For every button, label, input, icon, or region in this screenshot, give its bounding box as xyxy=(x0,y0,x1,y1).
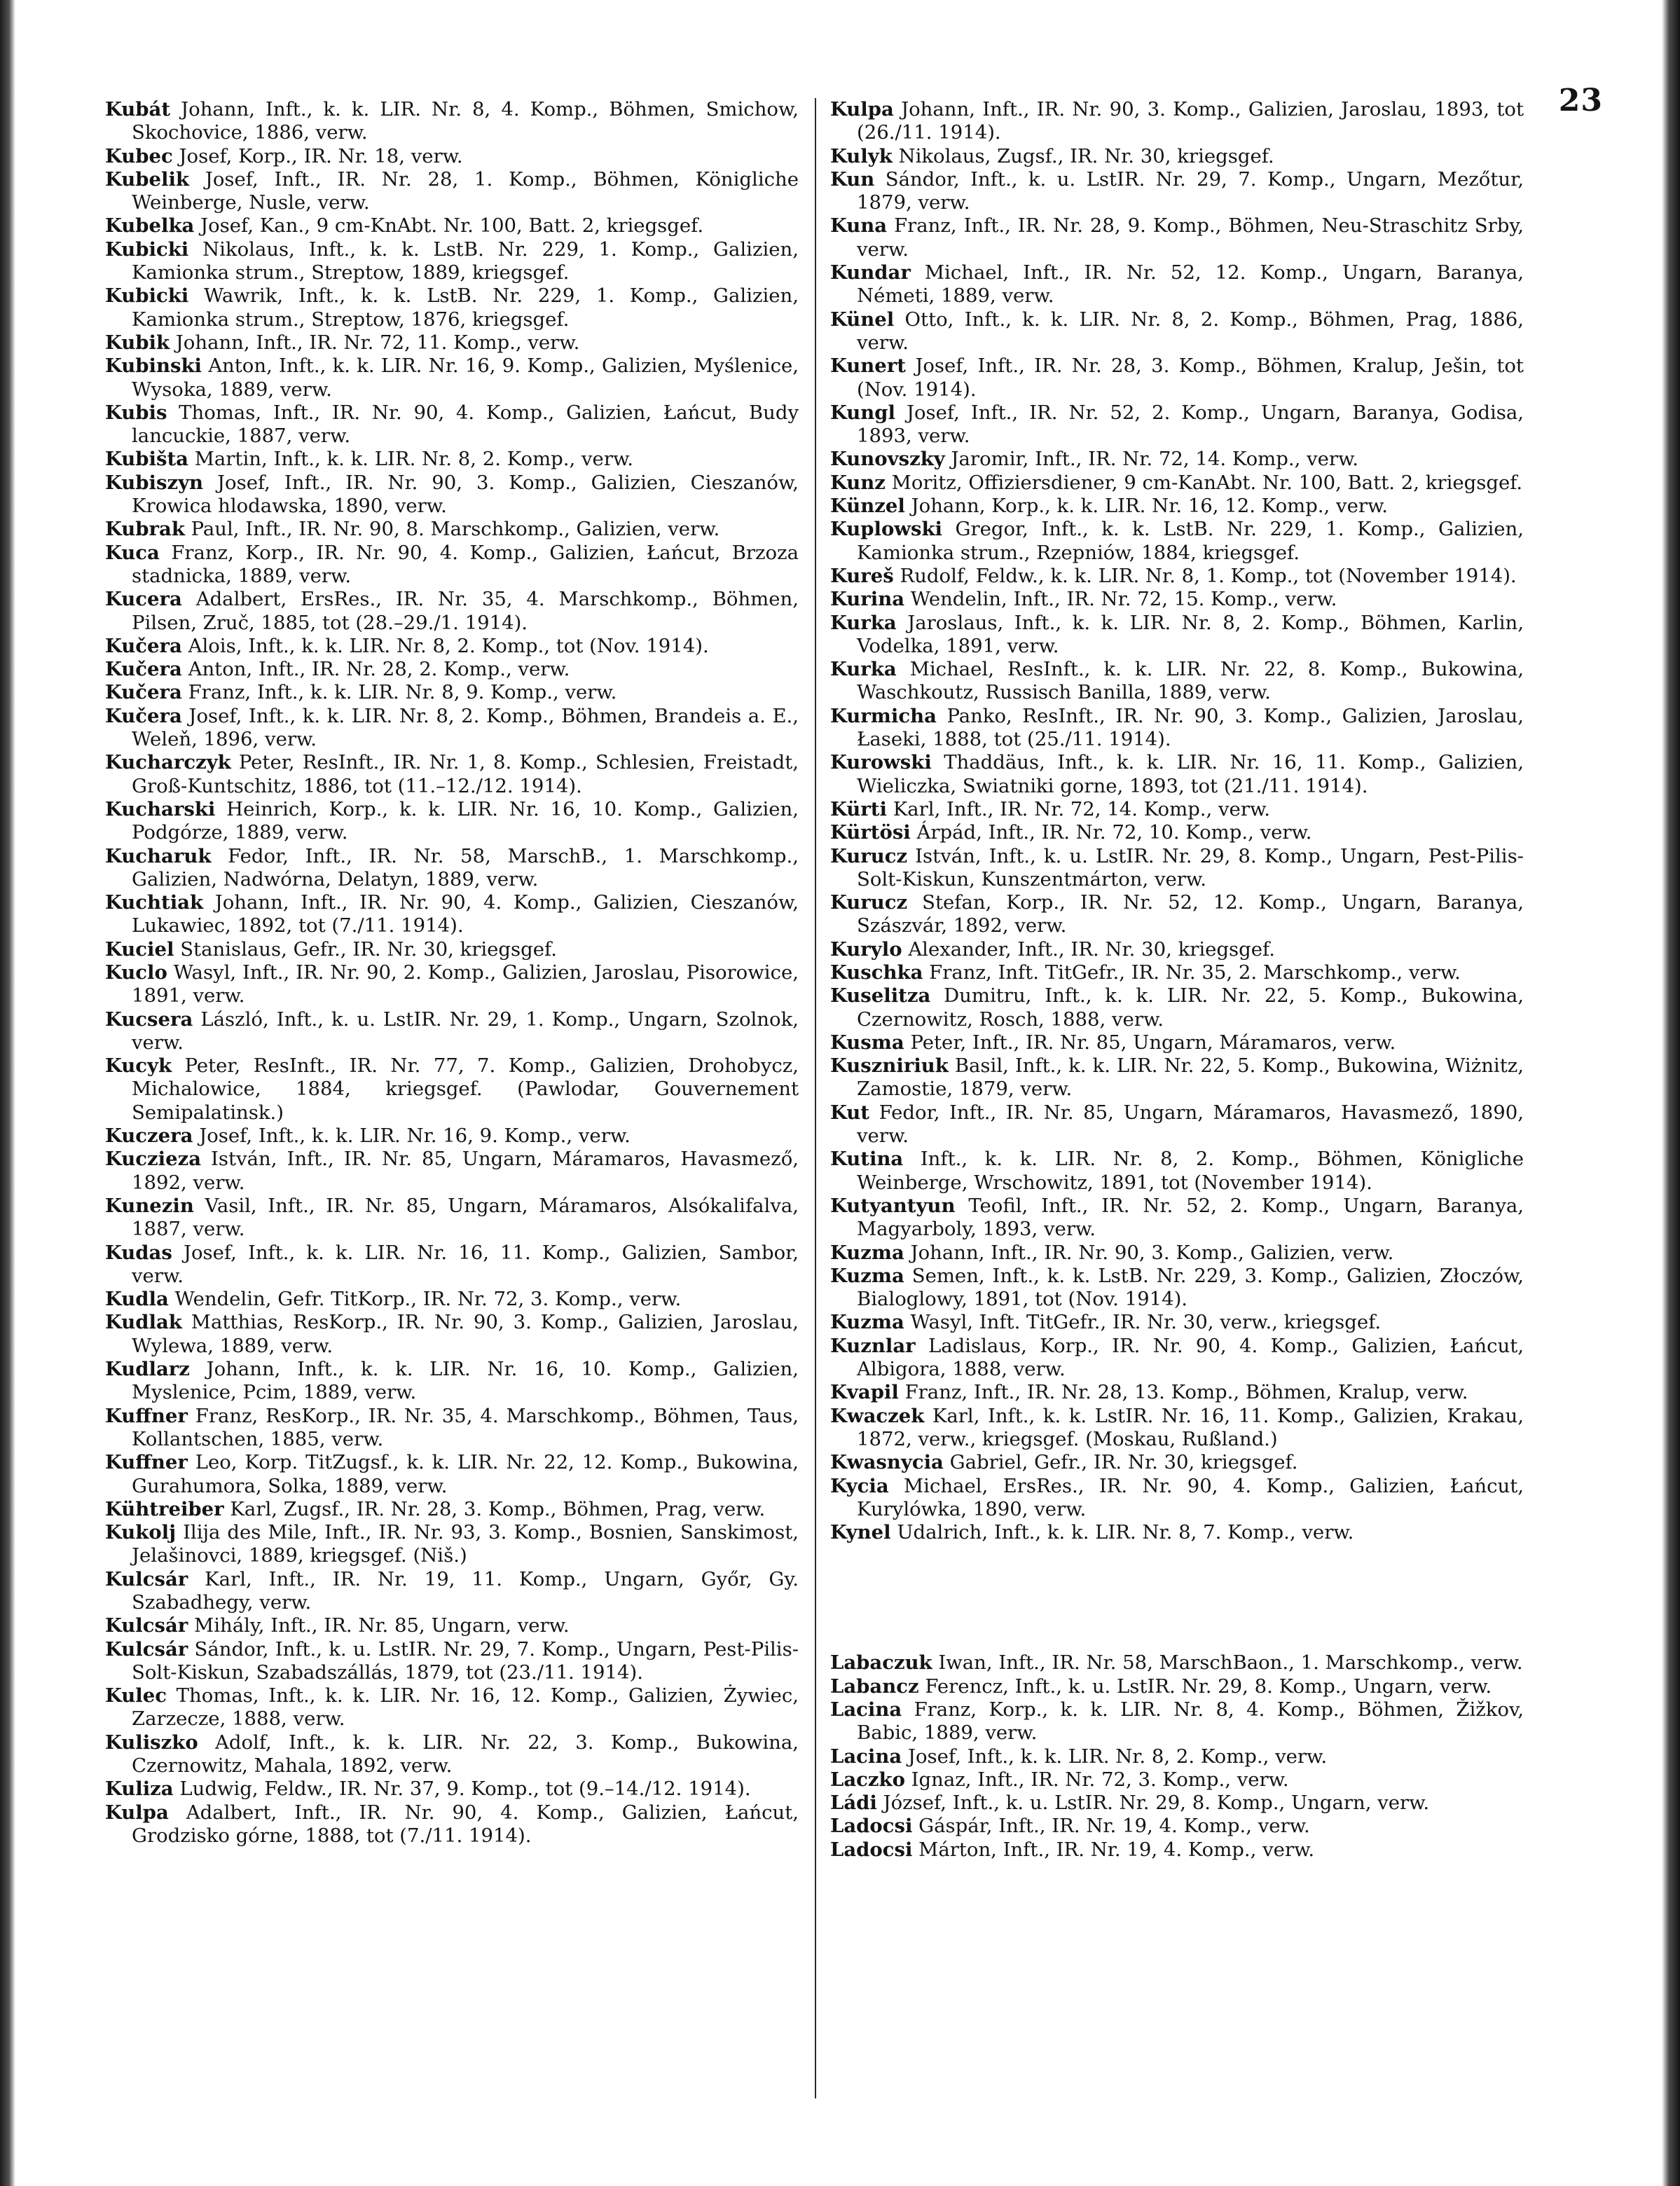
entry-details: Franz, Korp., IR. Nr. 90, 4. Komp., Galizien, Łańcut, Brzoza stadnicka, 1889, verw. xyxy=(132,541,799,587)
entry-surname: Laczko xyxy=(830,1768,905,1791)
entry-details: Johann, Inft., IR. Nr. 90, 3. Komp., Galizien, Jaroslau, 1893, tot (26./11. 1914). xyxy=(857,98,1524,144)
register-entry xyxy=(105,284,799,331)
register-entry xyxy=(105,1778,799,1801)
register-entry xyxy=(105,705,799,752)
register-entry xyxy=(105,401,799,448)
entry-details: Michael, ResInft., k. k. LIR. Nr. 22, 8. Komp., Bukowina, Waschkoutz, Russisch Banilla, 1889, verw. xyxy=(857,658,1524,704)
register-entry xyxy=(105,1638,799,1685)
entry-details: Matthias, ResKorp., IR. Nr. 90, 3. Komp., Galizien, Jaroslau, Wylewa, 1889, verw. xyxy=(132,1311,799,1357)
register-entry xyxy=(830,1651,1524,1675)
entry-surname: Künel xyxy=(830,308,895,331)
entry-details: Teofil, Inft., IR. Nr. 52, 2. Komp., Ungarn, Baranya, Magyarboly, 1893, verw. xyxy=(857,1194,1524,1241)
entry-details: Franz, Inft., IR. Nr. 28, 13. Komp., Böhmen, Kralup, verw. xyxy=(904,1381,1468,1404)
register-entry xyxy=(105,938,799,961)
entry-details: Karl, Inft., IR. Nr. 19, 11. Komp., Ungarn, Győr, Gy. Szabadhegy, verw. xyxy=(132,1567,799,1614)
entry-surname: Kučera xyxy=(105,704,182,727)
entry-details: Anton, Inft., IR. Nr. 28, 2. Komp., verw. xyxy=(188,658,570,681)
entry-details: Ludwig, Feldw., IR. Nr. 37, 9. Komp., tot (9.–14./12. 1914). xyxy=(179,1778,751,1801)
entry-details: Dumitru, Inft., k. k. LIR. Nr. 22, 5. Komp., Bukowina, Czernowitz, Rosch, 1888, verw. xyxy=(857,984,1524,1031)
entry-surname: Lacina xyxy=(830,1745,902,1768)
register-entry xyxy=(830,1698,1524,1745)
entry-details: Otto, Inft., k. k. LIR. Nr. 8, 2. Komp., Böhmen, Prag, 1886, verw. xyxy=(857,308,1524,354)
entry-surname: Kuczera xyxy=(105,1125,193,1148)
entry-details: Karl, Inft., IR. Nr. 72, 14. Komp., verw. xyxy=(893,797,1270,820)
entry-surname: Kubis xyxy=(105,401,167,424)
register-entry xyxy=(105,658,799,681)
entry-details: Wasyl, Inft. TitGefr., IR. Nr. 30, verw., kriegsgef. xyxy=(910,1311,1382,1334)
register-entry xyxy=(105,1614,799,1637)
entry-surname: Kubiszyn xyxy=(105,471,204,494)
entry-surname: Kucera xyxy=(105,588,182,611)
entry-details: Gabriel, Gefr., IR. Nr. 30, kriegsgef. xyxy=(949,1451,1298,1474)
entry-surname: Kuschka xyxy=(830,961,923,984)
entry-surname: Kucsera xyxy=(105,1008,193,1031)
entry-details: Adolf, Inft., k. k. LIR. Nr. 22, 3. Komp., Bukowina, Czernowitz, Mahala, 1892, verw. xyxy=(132,1731,799,1778)
register-entry xyxy=(830,1054,1524,1101)
register-entry xyxy=(105,472,799,518)
register-entry xyxy=(105,1801,799,1848)
register-entry xyxy=(105,1498,799,1521)
entry-surname: Kürti xyxy=(830,797,887,820)
entry-details: Ilija des Mile, Inft., IR. Nr. 93, 3. Komp., Bosnien, Sanskimost, Jelašinovci, 1889, kriegsgef. (Niš.) xyxy=(132,1521,799,1567)
entry-surname: Kudas xyxy=(105,1241,172,1264)
entry-surname: Kuzma xyxy=(830,1264,904,1287)
register-entry xyxy=(830,168,1524,215)
entry-surname: Kuzma xyxy=(830,1311,904,1334)
register-entry xyxy=(830,961,1524,984)
entry-details: Karl, Zugsf., IR. Nr. 28, 3. Komp., Böhmen, Prag, verw. xyxy=(230,1497,766,1520)
entry-details: Josef, Korp., IR. Nr. 18, verw. xyxy=(179,144,463,167)
entry-details: Márton, Inft., IR. Nr. 19, 4. Komp., verw. xyxy=(918,1838,1315,1861)
register-entry xyxy=(105,1684,799,1731)
entry-details: Johann, Inft., IR. Nr. 90, 3. Komp., Galizien, verw. xyxy=(910,1241,1394,1264)
entry-details: Fedor, Inft., IR. Nr. 58, MarschB., 1. Marschkomp., Galizien, Nadwórna, Delatyn, 1889, verw. xyxy=(132,844,799,891)
register-entry xyxy=(105,1242,799,1288)
entry-details: Moritz, Offiziersdiener, 9 cm-KanAbt. Nr. 100, Batt. 2, kriegsgef. xyxy=(891,471,1523,494)
entry-details: Wawrik, Inft., k. k. LstB. Nr. 229, 1. Komp., Galizien, Kamionka strum., Streptow, 1876, kriegsgef. xyxy=(132,284,799,331)
entry-surname: Kundar xyxy=(830,261,911,284)
register-entry xyxy=(830,495,1524,518)
entry-details: Wasyl, Inft., IR. Nr. 90, 2. Komp., Galizien, Jaroslau, Pisorowice, 1891, verw. xyxy=(132,961,799,1008)
left-column xyxy=(105,98,799,1848)
register-entry xyxy=(105,798,799,845)
register-entry xyxy=(105,751,799,798)
register-entry xyxy=(830,1265,1524,1312)
entry-details: Johann, Inft., k. k. LIR. Nr. 16, 10. Komp., Galizien, Myslenice, Pcim, 1889, verw. xyxy=(132,1358,799,1404)
entry-details: Leo, Korp. TitZugsf., k. k. LIR. Nr. 22, 12. Komp., Bukowina, Gurahumora, Solka, 1889, verw. xyxy=(132,1451,799,1497)
entry-surname: Kucharczyk xyxy=(105,751,231,774)
entry-details: Johann, Inft., IR. Nr. 72, 11. Komp., verw. xyxy=(175,331,580,354)
register-entry xyxy=(830,1031,1524,1054)
entry-details: László, Inft., k. u. LstIR. Nr. 29, 1. Komp., Ungarn, Szolnok, verw. xyxy=(132,1008,799,1054)
entry-details: Josef, Kan., 9 cm-KnAbt. Nr. 100, Batt. 2, kriegsgef. xyxy=(200,214,704,238)
entry-details: Iwan, Inft., IR. Nr. 58, MarschBaon., 1. Marschkomp., verw. xyxy=(938,1651,1523,1675)
register-entry xyxy=(105,1311,799,1358)
register-entry xyxy=(830,588,1524,611)
register-entry xyxy=(830,845,1524,892)
entry-surname: Kucharski xyxy=(105,797,216,820)
entry-details: Martin, Inft., k. k. LIR. Nr. 8, 2. Komp., verw. xyxy=(194,448,633,471)
entry-surname: Kuclo xyxy=(105,961,167,984)
entry-details: Thaddäus, Inft., k. k. LIR. Nr. 16, 11. Komp., Galizien, Wieliczka, Swiatniki gorne, 1893, tot (21./11. 1914). xyxy=(857,751,1524,797)
entry-surname: Kühtreiber xyxy=(105,1497,224,1520)
entry-surname: Kubicki xyxy=(105,238,189,261)
entry-details: Josef, Inft., k. k. LIR. Nr. 8, 2. Komp., Böhmen, Brandeis a. E., Weleň, 1896, verw. xyxy=(132,704,799,751)
entry-surname: Kulyk xyxy=(830,144,893,167)
register-entry xyxy=(830,1311,1524,1334)
entry-details: Stanislaus, Gefr., IR. Nr. 30, kriegsgef. xyxy=(180,937,557,961)
register-entry xyxy=(830,938,1524,961)
register-entry xyxy=(830,1335,1524,1382)
entry-surname: Kut xyxy=(830,1101,869,1124)
entry-details: Sándor, Inft., k. u. LstIR. Nr. 29, 7. Komp., Ungarn, Mezőtur, 1879, verw. xyxy=(857,167,1524,214)
entry-details: Michael, ErsRes., IR. Nr. 90, 4. Komp., Galizien, Łańcut, Kurylówka, 1890, verw. xyxy=(857,1474,1524,1520)
register-entry xyxy=(830,401,1524,448)
entry-details: Udalrich, Inft., k. k. LIR. Nr. 8, 7. Komp., verw. xyxy=(897,1521,1354,1544)
entry-surname: Kuszniriuk xyxy=(830,1054,949,1078)
register-entry xyxy=(105,518,799,541)
entry-surname: Kulcsár xyxy=(105,1637,188,1661)
entry-details: Fedor, Inft., IR. Nr. 85, Ungarn, Máramaros, Havasmező, 1890, verw. xyxy=(857,1101,1524,1148)
entry-details: Wendelin, Inft., IR. Nr. 72, 15. Komp., verw. xyxy=(910,588,1337,611)
register-entry xyxy=(105,98,799,145)
entry-surname: Kubik xyxy=(105,331,170,354)
entry-details: Ignaz, Inft., IR. Nr. 72, 3. Komp., verw. xyxy=(911,1768,1289,1791)
entry-details: Gáspár, Inft., IR. Nr. 19, 4. Komp., verw. xyxy=(918,1815,1310,1838)
register-entry xyxy=(105,1054,799,1125)
entry-surname: Kurucz xyxy=(830,891,908,914)
register-entry xyxy=(105,891,799,938)
register-entry xyxy=(105,1358,799,1405)
entry-details: Franz, ResKorp., IR. Nr. 35, 4. Marschkomp., Böhmen, Taus, Kollantschen, 1885, verw. xyxy=(132,1404,799,1450)
entry-surname: Kurka xyxy=(830,611,897,634)
register-entry xyxy=(105,448,799,471)
scan-edge-right xyxy=(1662,0,1680,2186)
register-entry xyxy=(830,518,1524,565)
entry-details: Rudolf, Feldw., k. k. LIR. Nr. 8, 1. Komp., tot (November 1914). xyxy=(900,564,1517,587)
register-entry xyxy=(105,1521,799,1568)
entry-details: Josef, Inft., IR. Nr. 52, 2. Komp., Ungarn, Baranya, Godisa, 1893, verw. xyxy=(857,401,1524,448)
entry-surname: Kuca xyxy=(105,541,160,564)
entry-details: Franz, Inft., k. k. LIR. Nr. 8, 9. Komp., verw. xyxy=(188,681,617,704)
entry-surname: Kuffner xyxy=(105,1404,188,1427)
entry-surname: Kubišta xyxy=(105,448,188,471)
entry-surname: Kungl xyxy=(830,401,895,424)
register-entry xyxy=(830,1815,1524,1838)
entry-details: Thomas, Inft., k. k. LIR. Nr. 16, 12. Komp., Galizien, Żywiec, Zarzecze, 1888, verw. xyxy=(132,1684,799,1731)
entry-surname: Kuczieza xyxy=(105,1148,202,1171)
entry-details: Peter, ResInft., IR. Nr. 1, 8. Komp., Schlesien, Freistadt, Groß-Kuntschitz, 1886, tot (11.–12./12. 1914). xyxy=(132,751,799,797)
register-entry xyxy=(830,1745,1524,1768)
entry-surname: Kuliszko xyxy=(105,1731,198,1754)
entry-details: Franz, Inft. TitGefr., IR. Nr. 35, 2. Marschkomp., verw. xyxy=(929,961,1461,984)
entry-details: Josef, Inft., k. k. LIR. Nr. 16, 9. Komp., verw. xyxy=(199,1125,631,1148)
entry-surname: Kurka xyxy=(830,658,897,681)
entry-details: Adalbert, ErsRes., IR. Nr. 35, 4. Marschkomp., Böhmen, Pilsen, Zruč, 1885, tot (28.–29./1. 1914). xyxy=(132,588,799,634)
entry-details: Anton, Inft., k. k. LIR. Nr. 16, 9. Komp., Galizien, Myślenice, Wysoka, 1889, verw. xyxy=(132,355,799,401)
entry-surname: Kulcsár xyxy=(105,1567,188,1590)
entry-details: Stefan, Korp., IR. Nr. 52, 12. Komp., Ungarn, Baranya, Szászvár, 1892, verw. xyxy=(857,891,1524,937)
entry-details: István, Inft., k. u. LstIR. Nr. 29, 8. Komp., Ungarn, Pest-Pilis-Solt-Kiskun, Kunszentmárton, verw. xyxy=(857,844,1524,891)
entry-details: Ferencz, Inft., k. u. LstIR. Nr. 29, 8. Komp., Ungarn, verw. xyxy=(925,1675,1492,1698)
column-divider xyxy=(815,98,816,2098)
register-entry xyxy=(105,542,799,589)
entry-surname: Kukolj xyxy=(105,1521,177,1544)
register-entry xyxy=(830,565,1524,588)
register-entry xyxy=(105,214,799,238)
entry-surname: Kudlak xyxy=(105,1311,182,1334)
entry-surname: Kulpa xyxy=(830,98,894,121)
entry-surname: Kučera xyxy=(105,681,182,704)
entry-surname: Lacina xyxy=(830,1698,902,1721)
register-entry xyxy=(830,1148,1524,1195)
entry-surname: Kučera xyxy=(105,634,182,657)
register-entry xyxy=(105,1148,799,1195)
entry-surname: Kureš xyxy=(830,564,894,587)
register-entry xyxy=(105,1288,799,1311)
page-number: 23 xyxy=(1558,83,1603,118)
entry-details: István, Inft., IR. Nr. 85, Ungarn, Máramaros, Havasmező, 1892, verw. xyxy=(132,1148,799,1194)
entry-surname: Kubelik xyxy=(105,167,189,191)
entry-surname: Kulec xyxy=(105,1684,167,1707)
entry-surname: Kürtösi xyxy=(830,821,911,844)
entry-surname: Kudla xyxy=(105,1288,169,1311)
register-entry xyxy=(105,1195,799,1242)
entry-details: Josef, Inft., IR. Nr. 28, 1. Komp., Böhmen, Königliche Weinberge, Nusle, verw. xyxy=(132,167,799,214)
register-entry xyxy=(105,331,799,355)
entry-surname: Kutyantyun xyxy=(830,1194,956,1217)
entry-details: Jaroslaus, Inft., k. k. LIR. Nr. 8, 2. Komp., Böhmen, Karlin, Vodelka, 1891, verw. xyxy=(857,611,1524,657)
entry-details: Semen, Inft., k. k. LstB. Nr. 229, 3. Komp., Galizien, Złoczów, Bialoglowy, 1891, tot (Nov. 1914). xyxy=(857,1264,1524,1311)
register-entry xyxy=(830,472,1524,495)
entry-surname: Kucharuk xyxy=(105,844,212,867)
entry-details: Mihály, Inft., IR. Nr. 85, Ungarn, verw. xyxy=(194,1614,570,1637)
entry-details: Nikolaus, Zugsf., IR. Nr. 30, kriegsgef. xyxy=(898,144,1274,167)
entry-details: Johann, Korp., k. k. LIR. Nr. 16, 12. Komp., verw. xyxy=(911,495,1389,518)
entry-surname: Kunert xyxy=(830,355,906,378)
entry-details: Adalbert, Inft., IR. Nr. 90, 4. Komp., Galizien, Łańcut, Grodzisko górne, 1888, tot (7./11. 1914). xyxy=(132,1801,799,1847)
register-entry xyxy=(830,1475,1524,1522)
entry-surname: Kunovszky xyxy=(830,448,945,471)
right-column-l-entries xyxy=(830,1651,1524,1862)
entry-surname: Kusma xyxy=(830,1031,904,1054)
entry-details: Wendelin, Gefr. TitKorp., IR. Nr. 72, 3. Komp., verw. xyxy=(174,1288,682,1311)
register-entry xyxy=(830,355,1524,401)
entry-surname: Kwaczek xyxy=(830,1404,925,1427)
entry-surname: Kubinski xyxy=(105,355,202,378)
entry-details: Ladislaus, Korp., IR. Nr. 90, 4. Komp., Galizien, Łańcut, Albigora, 1888, verw. xyxy=(857,1334,1524,1381)
entry-surname: Kubát xyxy=(105,98,171,121)
register-entry xyxy=(830,1792,1524,1815)
entry-details: Paul, Inft., IR. Nr. 90, 8. Marschkomp., Galizien, verw. xyxy=(191,518,720,541)
register-entry xyxy=(830,612,1524,659)
entry-surname: Kurylo xyxy=(830,937,902,961)
entry-surname: Kunz xyxy=(830,471,886,494)
entry-details: Vasil, Inft., IR. Nr. 85, Ungarn, Máramaros, Alsókalifalva, 1887, verw. xyxy=(132,1194,799,1241)
entry-details: Peter, Inft., IR. Nr. 85, Ungarn, Máramaros, verw. xyxy=(910,1031,1396,1054)
entry-details: Franz, Korp., k. k. LIR. Nr. 8, 4. Komp., Böhmen, Žižkov, Babic, 1889, verw. xyxy=(857,1698,1524,1745)
entry-details: Thomas, Inft., IR. Nr. 90, 4. Komp., Galizien, Łańcut, Budy lancuckie, 1887, verw. xyxy=(132,401,799,448)
entry-surname: Künzel xyxy=(830,495,905,518)
entry-surname: Kuplowski xyxy=(830,518,942,541)
entry-details: Franz, Inft., IR. Nr. 28, 9. Komp., Böhmen, Neu-Straschitz Srby, verw. xyxy=(857,214,1524,261)
entry-details: Johann, Inft., k. k. LIR. Nr. 8, 4. Komp., Böhmen, Smichow, Skochovice, 1886, verw. xyxy=(132,98,799,144)
register-entry xyxy=(105,168,799,215)
entry-surname: Kvapil xyxy=(830,1381,899,1404)
right-column-k-entries xyxy=(830,98,1524,1544)
right-column xyxy=(830,98,1524,1862)
entry-details: Karl, Inft., k. k. LstIR. Nr. 16, 11. Komp., Galizien, Krakau, 1872, verw., kriegsgef. (Moskau, Rußland.) xyxy=(857,1404,1524,1450)
entry-details: Árpád, Inft., IR. Nr. 72, 10. Komp., verw. xyxy=(916,821,1312,844)
entry-details: Nikolaus, Inft., k. k. LstB. Nr. 229, 1. Komp., Galizien, Kamionka strum., Streptow, 1889, kriegsgef. xyxy=(132,238,799,284)
register-entry xyxy=(105,1125,799,1148)
register-entry xyxy=(830,658,1524,705)
register-entry xyxy=(105,845,799,892)
entry-details: Gregor, Inft., k. k. LstB. Nr. 229, 1. Komp., Galizien, Kamionka strum., Rzepniów, 1884, kriegsgef. xyxy=(857,518,1524,564)
register-entry xyxy=(105,238,799,285)
register-entry xyxy=(830,705,1524,752)
entry-surname: Kulpa xyxy=(105,1801,169,1824)
entry-details: Josef, Inft., k. k. LIR. Nr. 8, 2. Komp., verw. xyxy=(907,1745,1328,1768)
entry-surname: Kudlarz xyxy=(105,1358,190,1381)
register-entry xyxy=(830,1405,1524,1452)
register-entry xyxy=(105,1731,799,1778)
entry-surname: Kulcsár xyxy=(105,1614,188,1637)
entry-surname: Ladocsi xyxy=(830,1838,913,1861)
register-entry xyxy=(830,448,1524,471)
register-entry xyxy=(830,891,1524,938)
entry-surname: Kurina xyxy=(830,588,905,611)
entry-details: Jaromir, Inft., IR. Nr. 72, 14. Komp., verw. xyxy=(951,448,1359,471)
register-entry xyxy=(830,798,1524,821)
entry-surname: Kuchtiak xyxy=(105,891,204,914)
register-entry xyxy=(105,145,799,168)
entry-surname: Kurmicha xyxy=(830,704,937,727)
entry-surname: Kwasnycia xyxy=(830,1451,944,1474)
entry-surname: Kunezin xyxy=(105,1194,194,1217)
register-entry xyxy=(830,1242,1524,1265)
entry-surname: Kuliza xyxy=(105,1778,174,1801)
scan-edge-left xyxy=(0,0,15,2186)
entry-surname: Ladocsi xyxy=(830,1815,913,1838)
register-entry xyxy=(105,355,799,401)
entry-surname: Kynel xyxy=(830,1521,891,1544)
register-entry xyxy=(105,588,799,635)
entry-surname: Labaczuk xyxy=(830,1651,932,1675)
register-entry xyxy=(830,1101,1524,1148)
entry-surname: Kubec xyxy=(105,144,173,167)
register-entry xyxy=(830,751,1524,798)
register-entry xyxy=(830,145,1524,168)
entry-surname: Kuffner xyxy=(105,1451,188,1474)
entry-details: Panko, ResInft., IR. Nr. 90, 3. Komp., Galizien, Jaroslau, Łaseki, 1888, tot (25./11. 1914). xyxy=(857,704,1524,751)
register-entry xyxy=(830,1381,1524,1404)
entry-surname: Kuciel xyxy=(105,937,174,961)
entry-surname: Kurucz xyxy=(830,844,908,867)
entry-details: Alois, Inft., k. k. LIR. Nr. 8, 2. Komp., tot (Nov. 1914). xyxy=(188,634,709,657)
register-entry xyxy=(830,1451,1524,1474)
register-entry xyxy=(105,1405,799,1452)
register-entry xyxy=(105,635,799,658)
entry-details: Josef, Inft., IR. Nr. 90, 3. Komp., Galizien, Cieszanów, Krowica hlodawska, 1890, verw. xyxy=(132,471,799,518)
entry-surname: Kurowski xyxy=(830,751,932,774)
entry-details: Sándor, Inft., k. u. LstIR. Nr. 29, 7. Komp., Ungarn, Pest-Pilis-Solt-Kiskun, Szabadszállás, 1879, tot (23./11. 1914). xyxy=(132,1637,799,1684)
register-entry xyxy=(830,1838,1524,1862)
register-entry xyxy=(105,1451,799,1498)
register-entry xyxy=(830,984,1524,1031)
entry-details: Heinrich, Korp., k. k. LIR. Nr. 16, 10. Komp., Galizien, Podgórze, 1889, verw. xyxy=(132,797,799,844)
entry-details: Michael, Inft., IR. Nr. 52, 12. Komp., Ungarn, Baranya, Németi, 1889, verw. xyxy=(857,261,1524,308)
register-entry xyxy=(830,1675,1524,1698)
entry-surname: Kucyk xyxy=(105,1054,172,1078)
entry-surname: Kycia xyxy=(830,1474,889,1497)
entry-details: Alexander, Inft., IR. Nr. 30, kriegsgef. xyxy=(908,937,1275,961)
register-entry xyxy=(830,308,1524,355)
entry-surname: Kuselitza xyxy=(830,984,931,1008)
register-entry xyxy=(830,1768,1524,1792)
entry-details: József, Inft., k. u. LstIR. Nr. 29, 8. Komp., Ungarn, verw. xyxy=(883,1792,1430,1815)
register-entry xyxy=(105,961,799,1008)
entry-surname: Ládi xyxy=(830,1792,877,1815)
register-entry xyxy=(830,821,1524,844)
section-gap xyxy=(830,1544,1524,1651)
register-entry xyxy=(830,214,1524,261)
entry-surname: Kutina xyxy=(830,1148,904,1171)
entry-details: Basil, Inft., k. k. LIR. Nr. 22, 5. Komp., Bukowina, Wiżnitz, Zamostie, 1879, verw. xyxy=(857,1054,1524,1101)
entry-surname: Kubrak xyxy=(105,518,185,541)
register-entry xyxy=(105,1008,799,1055)
register-entry xyxy=(105,1568,799,1615)
entry-details: Josef, Inft., k. k. LIR. Nr. 16, 11. Komp., Galizien, Sambor, verw. xyxy=(132,1241,799,1287)
entry-surname: Kuzma xyxy=(830,1241,904,1264)
entry-surname: Kučera xyxy=(105,658,182,681)
entry-surname: Kuna xyxy=(830,214,888,238)
entry-surname: Labancz xyxy=(830,1675,919,1698)
entry-surname: Kun xyxy=(830,167,875,191)
entry-surname: Kuznlar xyxy=(830,1334,916,1357)
register-entry xyxy=(830,1521,1524,1544)
register-entry xyxy=(830,261,1524,308)
entry-details: Josef, Inft., IR. Nr. 28, 3. Komp., Böhmen, Kralup, Ješin, tot (Nov. 1914). xyxy=(857,355,1524,401)
register-entry xyxy=(830,1195,1524,1242)
entry-surname: Kubelka xyxy=(105,214,195,238)
entry-details: Peter, ResInft., IR. Nr. 77, 7. Komp., Galizien, Drohobycz, Michalowice, 1884, kriegsgef. (Pawlodar, Gouvernement Semipalatinsk.) xyxy=(132,1054,799,1124)
entry-details: Johann, Inft., IR. Nr. 90, 4. Komp., Galizien, Cieszanów, Lukawiec, 1892, tot (7./11. 1914). xyxy=(132,891,799,937)
entry-details: Inft., k. k. LIR. Nr. 8, 2. Komp., Böhmen, Königliche Weinberge, Wrschowitz, 1891, tot (November 1914). xyxy=(857,1148,1524,1194)
register-entry xyxy=(105,681,799,704)
entry-surname: Kubicki xyxy=(105,284,189,308)
register-entry xyxy=(830,98,1524,145)
